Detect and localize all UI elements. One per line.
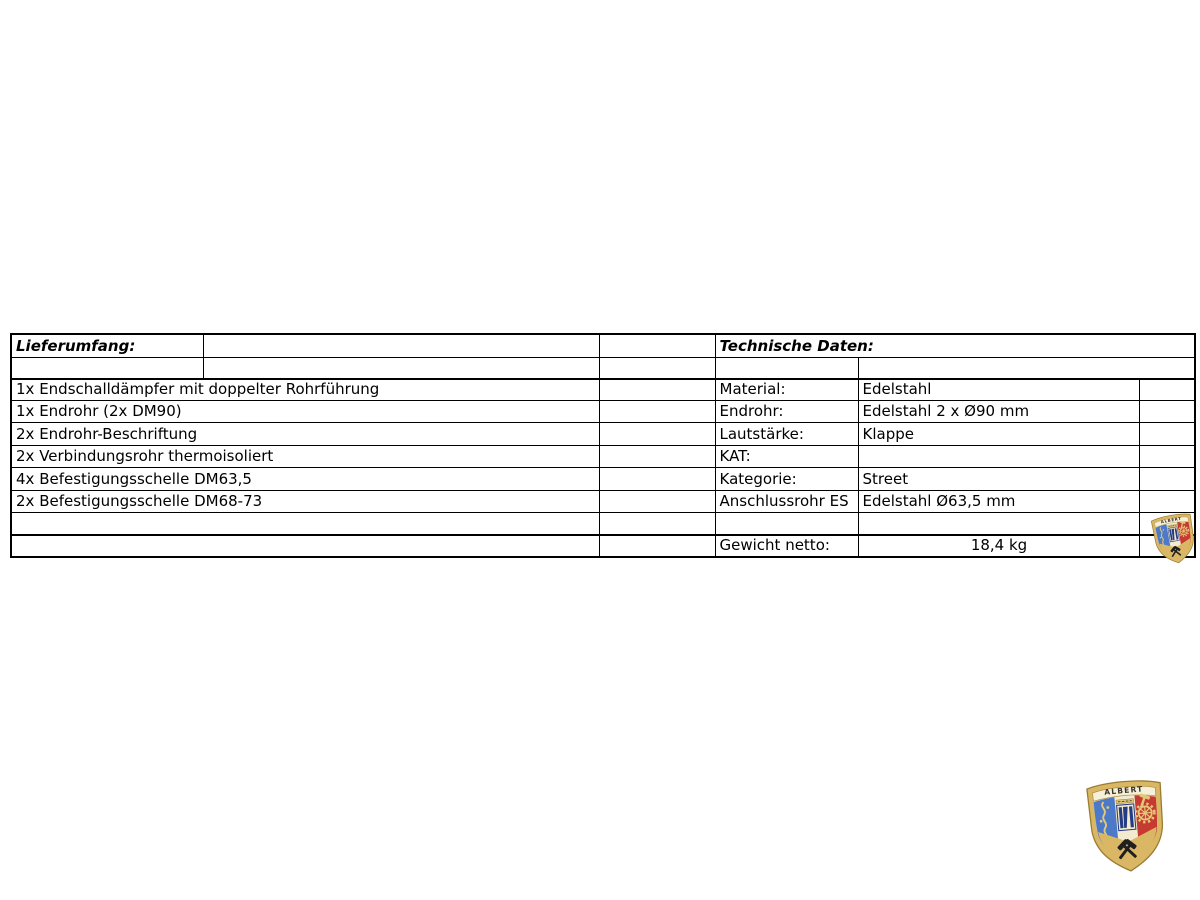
delivery-item	[11, 513, 599, 535]
spec-value: Edelstahl Ø63,5 mm	[858, 491, 1139, 513]
table-row	[11, 535, 1195, 557]
table-row	[11, 446, 1195, 468]
table-row	[11, 513, 1195, 535]
spec-value	[858, 446, 1139, 468]
spacer-cell	[599, 468, 715, 491]
spacer-cell	[599, 423, 715, 446]
delivery-item: 4x Befestigungsschelle DM63,5	[11, 468, 599, 491]
spec-label: Endrohr:	[715, 401, 858, 423]
table-row	[11, 423, 1195, 446]
delivery-item: 2x Befestigungsschelle DM68-73	[11, 491, 599, 513]
header-row	[11, 334, 1195, 357]
specs-header: Technische Daten:	[715, 334, 1195, 357]
spec-value: Edelstahl	[858, 379, 1139, 401]
spec-label: Gewicht netto:	[715, 535, 858, 557]
albert-crest-logo-large	[1075, 773, 1179, 879]
table-row	[11, 468, 1195, 491]
empty-cell	[203, 334, 599, 357]
spacer-cell	[599, 513, 715, 535]
table-row	[11, 379, 1195, 401]
spec-value: Klappe	[858, 423, 1139, 446]
delivery-header: Lieferumfang:	[11, 334, 203, 357]
empty-cell	[715, 357, 858, 379]
end-cell	[1139, 513, 1195, 535]
end-cell	[1139, 423, 1195, 446]
end-cell	[1139, 446, 1195, 468]
spacer-cell	[599, 357, 715, 379]
delivery-item: 2x Verbindungsrohr thermoisoliert	[11, 446, 599, 468]
spec-value: 18,4 kg	[858, 535, 1139, 557]
spacer-cell	[599, 446, 715, 468]
end-cell	[1139, 401, 1195, 423]
empty-cell	[858, 357, 1195, 379]
spacer-cell	[599, 491, 715, 513]
spec-value: Street	[858, 468, 1139, 491]
end-cell	[1139, 468, 1195, 491]
delivery-item: 1x Endschalldämpfer mit doppelter Rohrführung	[11, 379, 599, 401]
spacer-cell	[599, 379, 715, 401]
table-row	[11, 491, 1195, 513]
end-cell	[1139, 379, 1195, 401]
spec-value	[858, 513, 1139, 535]
spacer-cell	[599, 535, 715, 557]
spacer-cell	[599, 401, 715, 423]
spec-label: Kategorie:	[715, 468, 858, 491]
spec-label: Material:	[715, 379, 858, 401]
spec-label: Lautstärke:	[715, 423, 858, 446]
delivery-item: 1x Endrohr (2x DM90)	[11, 401, 599, 423]
table-row	[11, 401, 1195, 423]
empty-cell	[203, 357, 599, 379]
end-cell	[1139, 535, 1195, 557]
spec-label: Anschlussrohr ES	[715, 491, 858, 513]
delivery-item: 2x Endrohr-Beschriftung	[11, 423, 599, 446]
subheader-row	[11, 357, 1195, 379]
empty-cell	[11, 357, 203, 379]
spacer-cell	[599, 334, 715, 357]
spec-value: Edelstahl 2 x Ø90 mm	[858, 401, 1139, 423]
spec-label: KAT:	[715, 446, 858, 468]
end-cell	[1139, 491, 1195, 513]
spec-label	[715, 513, 858, 535]
delivery-item	[11, 535, 599, 557]
spec-sheet-table	[10, 333, 1196, 558]
